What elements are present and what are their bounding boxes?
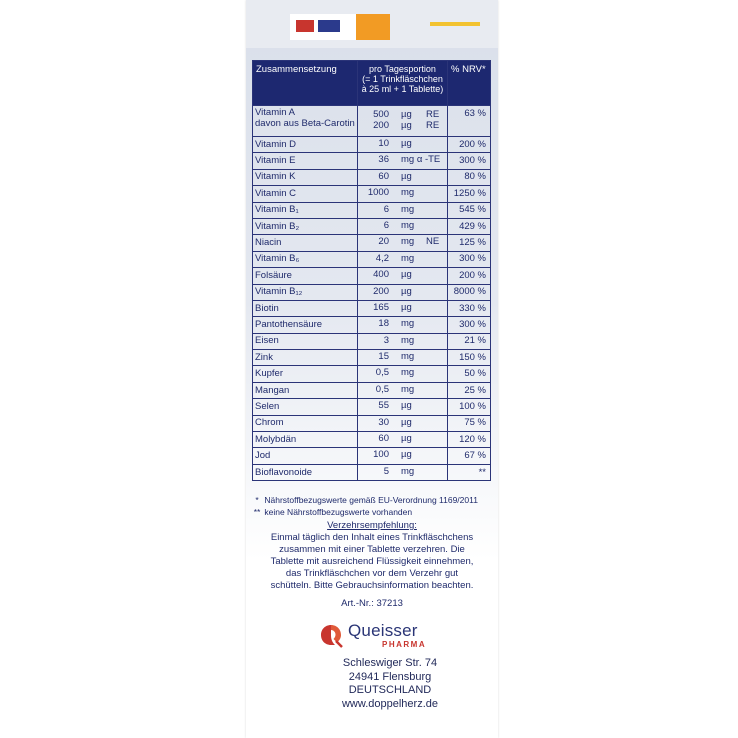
nutrient-nrv: 300 % <box>448 317 491 333</box>
nutrient-name: Vitamin A davon aus Beta-Carotin <box>253 106 358 137</box>
footnote-mark: ** <box>253 507 261 517</box>
nutrient-name: Vitamin K <box>253 169 358 185</box>
nutrient-nrv: 545 % <box>448 202 491 218</box>
address-street: Schleswiger Str. 74 <box>342 657 438 669</box>
nutrient-unit: µg <box>401 285 412 297</box>
nutrient-amount: 0,5 <box>375 367 389 379</box>
nutrient-nrv: 25 % <box>448 382 491 398</box>
table-row <box>253 464 491 480</box>
table-row <box>253 268 491 284</box>
nutrient-amount: 5 <box>383 465 389 477</box>
nutrient-amount-cell <box>358 350 448 366</box>
nutrient-nrv: 150 % <box>448 350 491 366</box>
nutrient-unit-extra: RE RE <box>426 109 440 131</box>
nutrient-amount-cell <box>358 317 448 333</box>
nutrient-amount: 0,5 <box>375 383 389 395</box>
gold-stripe <box>430 22 480 26</box>
nutrient-amount-cell <box>358 169 448 185</box>
table-row <box>253 137 491 153</box>
table-row <box>253 251 491 267</box>
table-row <box>253 366 491 382</box>
nutrient-amount-cell <box>358 415 448 431</box>
nutrient-unit: µg <box>401 269 412 281</box>
header-daily-portion: pro Tagesportion (= 1 Trinkfläschchen à 25 ml + 1 Tablette) <box>358 61 448 106</box>
nutrient-amount: 1000 <box>367 187 389 199</box>
nutrient-unit: µg <box>401 433 412 445</box>
queisser-logo <box>318 620 458 654</box>
table-row <box>253 202 491 218</box>
nutrient-unit: µg µg <box>401 109 412 131</box>
nutrient-unit: mg <box>401 383 415 395</box>
footnote-2 <box>252 507 492 518</box>
nutrient-amount-cell <box>358 186 448 202</box>
nutrient-amount-cell <box>358 251 448 267</box>
nutrient-name: Jod <box>253 448 358 464</box>
nutrient-name: Vitamin B₁ <box>253 202 358 218</box>
nutrient-unit-extra: NE <box>426 236 440 248</box>
nutrient-nrv: 200 % <box>448 268 491 284</box>
nutrient-name: Pantothensäure <box>253 317 358 333</box>
nutrient-nrv: 67 % <box>448 448 491 464</box>
advice-line: zusammen mit einer Tablette verzehren. Die <box>279 544 465 555</box>
nutrient-amount-cell <box>358 448 448 464</box>
nutrient-unit: mg <box>401 219 415 231</box>
nutrient-unit: µg <box>401 400 412 412</box>
nutrient-amount: 10 <box>378 138 389 149</box>
nutrient-amount: 15 <box>378 351 389 363</box>
nutrient-amount-cell <box>358 432 448 448</box>
nutrient-name: Vitamin D <box>253 137 358 153</box>
nutrient-amount: 6 <box>383 219 389 231</box>
nutrient-name: Molybdän <box>253 432 358 448</box>
table-header-row <box>253 61 491 106</box>
nutrient-amount-cell <box>358 153 448 169</box>
address-city: 24941 Flensburg <box>348 670 432 683</box>
advice-line: Einmal täglich den Inhalt eines Trinkfläschchens <box>270 532 474 543</box>
brand-sub: PHARMA <box>382 640 427 649</box>
nutrient-unit: µg <box>401 416 412 428</box>
nutrient-nrv: 100 % <box>448 399 491 415</box>
table-row <box>253 186 491 202</box>
nutrient-unit: µg <box>401 138 412 149</box>
package-top-artwork <box>290 14 390 40</box>
nutrient-nrv: 21 % <box>448 333 491 349</box>
nutrient-name: Vitamin B₆ <box>253 251 358 267</box>
nutrient-nrv: 80 % <box>448 169 491 185</box>
header-composition: Zusammensetzung <box>253 61 358 106</box>
nutrient-unit: mg <box>401 236 415 248</box>
red-graphic <box>296 20 314 32</box>
nutrient-amount-cell <box>358 235 448 251</box>
nutrient-amount-cell <box>358 202 448 218</box>
nutrient-name: Selen <box>253 399 358 415</box>
nutrient-amount: 30 <box>378 416 389 428</box>
nutrient-name: Eisen <box>253 333 358 349</box>
nutrient-amount: 4,2 <box>375 252 389 264</box>
nutrient-name: Vitamin B₂ <box>253 218 358 234</box>
nutrient-name: Vitamin C <box>253 186 358 202</box>
nutrient-nrv: 120 % <box>448 432 491 448</box>
nutrient-amount-cell <box>358 399 448 415</box>
table-row <box>253 317 491 333</box>
nutrient-nrv: 200 % <box>448 137 491 153</box>
nutrient-unit: mg <box>401 203 415 215</box>
nutrient-nrv: 330 % <box>448 300 491 316</box>
table-row <box>253 415 491 431</box>
nutrient-nrv: 50 % <box>448 366 491 382</box>
nutrient-amount: 20 <box>378 236 389 248</box>
nutrient-nrv: 63 % <box>448 106 491 137</box>
nutrition-table <box>252 60 491 481</box>
nutrient-unit: µg <box>401 301 412 313</box>
table-row <box>253 300 491 316</box>
nutrient-amount: 100 <box>373 449 389 461</box>
queisser-leaf-icon <box>318 622 344 648</box>
nutrient-unit: mg <box>401 351 415 363</box>
nutrient-nrv: 75 % <box>448 415 491 431</box>
nutrient-amount-cell <box>358 137 448 153</box>
table-row <box>253 350 491 366</box>
table-row <box>253 284 491 300</box>
address-country: DEUTSCHLAND <box>348 684 432 696</box>
address-block <box>300 657 480 711</box>
nutrient-amount-cell <box>358 218 448 234</box>
header-nrv: % NRV* <box>448 61 491 106</box>
table-row <box>253 218 491 234</box>
nutrient-amount-cell <box>358 268 448 284</box>
nutrient-amount: 3 <box>383 334 389 346</box>
nutrient-name: Folsäure <box>253 268 358 284</box>
nutrient-amount-cell <box>358 333 448 349</box>
nutrient-amount: 60 <box>378 170 389 182</box>
nutrient-amount: 55 <box>378 400 389 412</box>
nutrient-name: Vitamin B₁₂ <box>253 284 358 300</box>
article-number: Art.-Nr.: 37213 <box>341 598 403 609</box>
advice-line: Tablette mit ausreichend Flüssigkeit einnehmen, <box>270 556 474 567</box>
website-link[interactable]: www.doppelherz.de <box>341 697 438 710</box>
advice-line: schütteln. Bitte Gebrauchsinformation beachten. <box>270 580 474 591</box>
nutrient-unit: mg <box>401 465 415 477</box>
table-row <box>253 382 491 398</box>
nutrient-nrv: 1250 % <box>448 186 491 202</box>
footnote-1 <box>252 495 492 506</box>
orange-graphic <box>356 14 390 40</box>
nutrient-name: Biotin <box>253 300 358 316</box>
nutrient-unit: mg <box>401 367 415 379</box>
footnote-mark: * <box>255 495 259 505</box>
footnote-text: keine Nährstoffbezugswerte vorhanden <box>264 507 413 517</box>
nutrient-nrv: 300 % <box>448 153 491 169</box>
table-row <box>253 235 491 251</box>
nutrient-unit: µg <box>401 449 412 461</box>
nutrient-unit: mg <box>401 334 415 346</box>
nutrient-amount: 36 <box>378 154 389 166</box>
nutrient-unit: mg <box>401 318 415 330</box>
nutrient-nrv: 125 % <box>448 235 491 251</box>
nutrient-amount-cell <box>358 382 448 398</box>
nutrient-amount-cell <box>358 366 448 382</box>
blue-graphic <box>318 20 340 32</box>
nutrient-amount-cell <box>358 464 448 480</box>
brand-name: Queisser <box>348 621 418 640</box>
nutrient-nrv: 300 % <box>448 251 491 267</box>
table-row <box>253 448 491 464</box>
table-row <box>253 432 491 448</box>
nutrient-unit: µg <box>401 170 412 182</box>
nutrient-name: Zink <box>253 350 358 366</box>
nutrient-nrv: 8000 % <box>448 284 491 300</box>
nutrient-amount-cell <box>358 284 448 300</box>
nutrient-amount: 400 <box>373 269 389 281</box>
table-row <box>253 333 491 349</box>
nutrient-nrv: ** <box>448 464 491 480</box>
advice-line: das Trinkfläschchen vor dem Verzehr gut <box>285 568 459 579</box>
advice-title: Verzehrsempfehlung: <box>327 520 417 531</box>
nutrient-name: Bioflavonoide <box>253 464 358 480</box>
nutrient-name: Kupfer <box>253 366 358 382</box>
consumption-advice <box>248 520 496 592</box>
nutrient-amount: 200 <box>373 285 389 297</box>
nutrient-unit: mg α -TE <box>401 154 441 166</box>
nutrient-name: Chrom <box>253 415 358 431</box>
table-row <box>253 399 491 415</box>
table-row <box>253 153 491 169</box>
nutrient-unit: mg <box>401 252 415 264</box>
nutrient-amount: 6 <box>383 203 389 215</box>
nutrient-amount: 500 200 <box>373 109 389 131</box>
nutrient-amount-cell <box>358 106 448 137</box>
nutrient-name: Vitamin E <box>253 153 358 169</box>
nutrient-amount: 18 <box>378 318 389 330</box>
nutrient-name: Niacin <box>253 235 358 251</box>
nutrient-unit: mg <box>401 187 415 199</box>
nutrient-amount: 165 <box>373 301 389 313</box>
footnote-text: Nährstoffbezugswerte gemäß EU-Verordnung 1169/2011 <box>264 495 478 505</box>
table-row <box>253 169 491 185</box>
table-row <box>253 106 491 137</box>
nutrient-amount: 60 <box>378 433 389 445</box>
nutrient-name: Mangan <box>253 382 358 398</box>
nutrient-nrv: 429 % <box>448 218 491 234</box>
nutrient-amount-cell <box>358 300 448 316</box>
